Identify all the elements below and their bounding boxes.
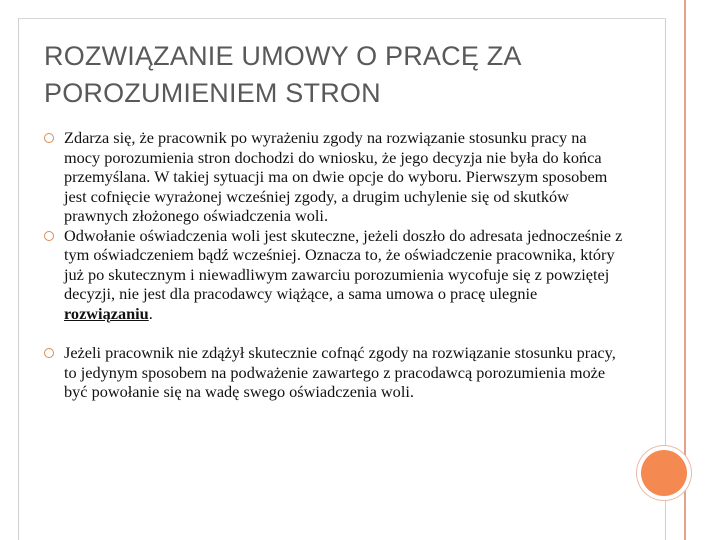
bullet-item-1 bbox=[44, 128, 624, 226]
slide-title: ROZWIĄZANIE UMOWY O PRACĘ ZA POROZUMIENIEM STRON bbox=[44, 41, 521, 108]
bullet-item-2 bbox=[44, 226, 624, 324]
decorative-circle bbox=[641, 450, 687, 496]
bullet-text-end: . bbox=[148, 303, 153, 323]
bullet-text: Odwołanie oświadczenia woli jest skuteczne, jeżeli doszło do adresata jednocześnie z tym oświadczeniem bądź wcześniej. Oznacza to, że oświadczenie pracownika, który już po skutecznym i niewadliwym zawarciu porozumienia wycofuje się z powziętej decyzji, nie jest dla pracodawcy wiążące, a sama umowa o pracę ulegnie bbox=[64, 225, 623, 303]
circle-bullet-icon bbox=[44, 348, 54, 358]
decorative-rule bbox=[684, 0, 686, 540]
emphasized-word: rozwiązaniu bbox=[64, 303, 149, 323]
circle-bullet-icon bbox=[44, 231, 54, 241]
bullet-text: Jeżeli pracownik nie zdążył skutecznie cofnąć zgody na rozwiązanie stosunku pracy, to jedynym sposobem na podważenie zawartego z pracodawcą porozumienia może być powołanie się na wadę swego oświadczenia woli. bbox=[64, 343, 616, 401]
circle-bullet-icon bbox=[44, 133, 54, 143]
bullet-text: Zdarza się, że pracownik po wyrażeniu zgody na rozwiązanie stosunku pracy na mocy porozumienia stron dochodzi do wniosku, że jego decyzja nie była do końca przemyślana. W takiej sytuacji ma on dwie opcje do wyboru. Pierwszym sposobem jest cofnięcie wyrażonej wcześniej zgody, a drugim uchylenie się od skutków prawnych złożonego oświadczenia woli. bbox=[64, 128, 608, 225]
bullet-item-3 bbox=[44, 343, 624, 402]
bullet-list bbox=[44, 128, 624, 402]
